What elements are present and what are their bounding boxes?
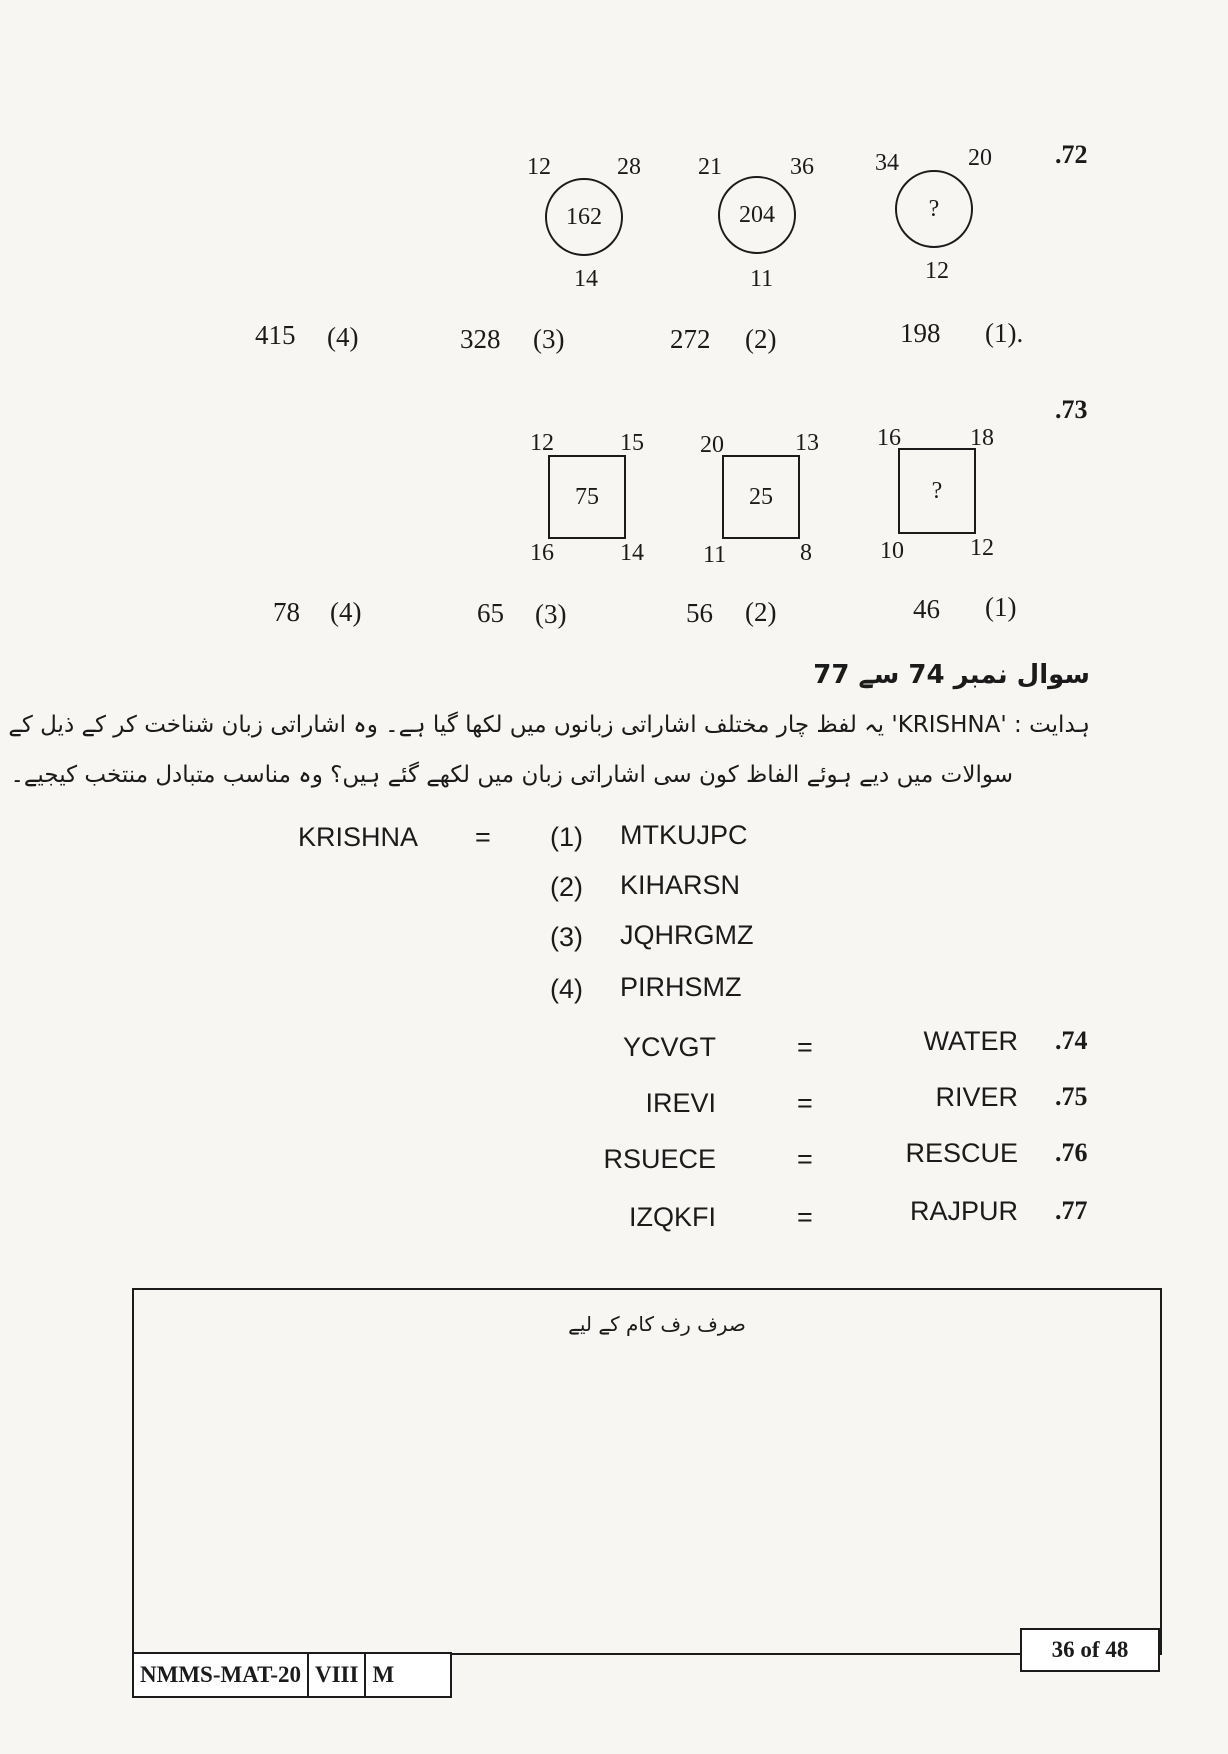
figure-value: 36 xyxy=(790,154,814,180)
code-value: MTKUJPC xyxy=(620,820,748,850)
class-label: VIII xyxy=(307,1654,364,1696)
equals-sign: = xyxy=(797,1032,813,1062)
option-label: (4) xyxy=(330,597,362,627)
option-label: (1) xyxy=(985,592,1017,622)
figure-circle: 162 xyxy=(545,178,623,256)
option-value: 65 xyxy=(477,598,504,628)
figure-value: 14 xyxy=(574,266,598,292)
option-value: 415 xyxy=(255,320,296,350)
option-label: (1). xyxy=(985,318,1024,348)
question-number: .75 xyxy=(1055,1082,1088,1111)
figure-value: 14 xyxy=(620,540,644,566)
code-label: (1) xyxy=(550,822,583,852)
code-label: (2) xyxy=(550,872,583,902)
option-value: 78 xyxy=(273,597,300,627)
figure-value: 20 xyxy=(700,432,724,458)
figure-value: 28 xyxy=(617,154,641,180)
figure-value: 18 xyxy=(970,425,994,451)
question-code: RSUECE xyxy=(603,1144,716,1174)
question-number-73: .73 xyxy=(1055,395,1088,424)
question-word: RIVER xyxy=(935,1082,1018,1112)
question-number: .76 xyxy=(1055,1138,1088,1167)
figure-circle: 204 xyxy=(718,176,796,254)
medium-label: M xyxy=(364,1654,400,1696)
question-word: WATER xyxy=(923,1026,1018,1056)
figure-value: 12 xyxy=(970,535,994,561)
option-label: (2) xyxy=(745,324,777,354)
question-number: .77 xyxy=(1055,1196,1088,1225)
figure-circle: ? xyxy=(895,170,973,248)
option-label: (2) xyxy=(745,597,777,627)
option-value: 198 xyxy=(900,318,941,348)
code-value: KIHARSN xyxy=(620,870,741,900)
code-label: (3) xyxy=(550,922,583,952)
figure-value: 20 xyxy=(968,145,992,171)
equals-sign: = xyxy=(797,1088,813,1118)
figure-value: 11 xyxy=(750,266,774,292)
figure-value: 21 xyxy=(698,154,722,180)
option-label: (4) xyxy=(327,322,359,352)
question-number-72: .72 xyxy=(1055,140,1088,169)
equals-sign: = xyxy=(475,822,491,852)
option-value: 272 xyxy=(670,324,711,354)
section-heading: سوال نمبر 74 سے 77 xyxy=(813,660,1090,690)
option-label: (3) xyxy=(533,324,565,354)
figure-value: 13 xyxy=(795,430,819,456)
figure-value: 12 xyxy=(925,258,949,284)
figure-value: 8 xyxy=(800,540,812,566)
question-code: IREVI xyxy=(645,1088,716,1118)
question-number: .74 xyxy=(1055,1026,1088,1055)
figure-value: 12 xyxy=(530,430,554,456)
instruction-line-1: ہدایت : 'KRISHNA' یہ لفظ چار مختلف اشاراتی زبانوں میں لکھا گیا ہے۔ وہ اشاراتی زبان شناخت کر کے ذیل کے xyxy=(8,712,1090,738)
option-value: 56 xyxy=(686,598,713,628)
code-label: (4) xyxy=(550,974,583,1004)
key-word: KRISHNA xyxy=(298,822,419,852)
equals-sign: = xyxy=(797,1202,813,1232)
question-word: RESCUE xyxy=(905,1138,1018,1168)
question-code: IZQKFI xyxy=(629,1202,716,1232)
figure-square: 25 xyxy=(722,455,800,539)
page-number-box xyxy=(1020,1628,1160,1672)
paper-code: NMMS-MAT-20 xyxy=(140,1662,301,1687)
equals-sign: = xyxy=(797,1144,813,1174)
figure-square: ? xyxy=(898,448,976,534)
figure-value: 12 xyxy=(527,154,551,180)
footer-paper-code xyxy=(132,1652,452,1698)
figure-value: 11 xyxy=(703,542,727,568)
question-code: YCVGT xyxy=(622,1032,716,1062)
code-value: PIRHSMZ xyxy=(620,972,742,1002)
figure-value: 10 xyxy=(880,538,904,564)
rough-work-box xyxy=(132,1288,1162,1655)
figure-value: 16 xyxy=(877,425,901,451)
figure-value: 15 xyxy=(620,430,644,456)
figure-square: 75 xyxy=(548,455,626,539)
question-word: RAJPUR xyxy=(909,1196,1018,1226)
page-number: 36 of 48 xyxy=(1051,1637,1129,1662)
option-value: 46 xyxy=(913,594,940,624)
rough-work-label: صرف رف کام کے لیے xyxy=(568,1312,746,1336)
figure-value: 34 xyxy=(875,150,899,176)
instruction-line-2: سوالات میں دیے ہوئے الفاظ کون سی اشاراتی زبان میں لکھے گئے ہیں؟ وہ مناسب متبادل منتخب کیجیے۔ xyxy=(10,762,1013,788)
code-value: JQHRGMZ xyxy=(620,920,754,950)
option-label: (3) xyxy=(535,599,567,629)
figure-value: 16 xyxy=(530,540,554,566)
option-value: 328 xyxy=(460,324,501,354)
